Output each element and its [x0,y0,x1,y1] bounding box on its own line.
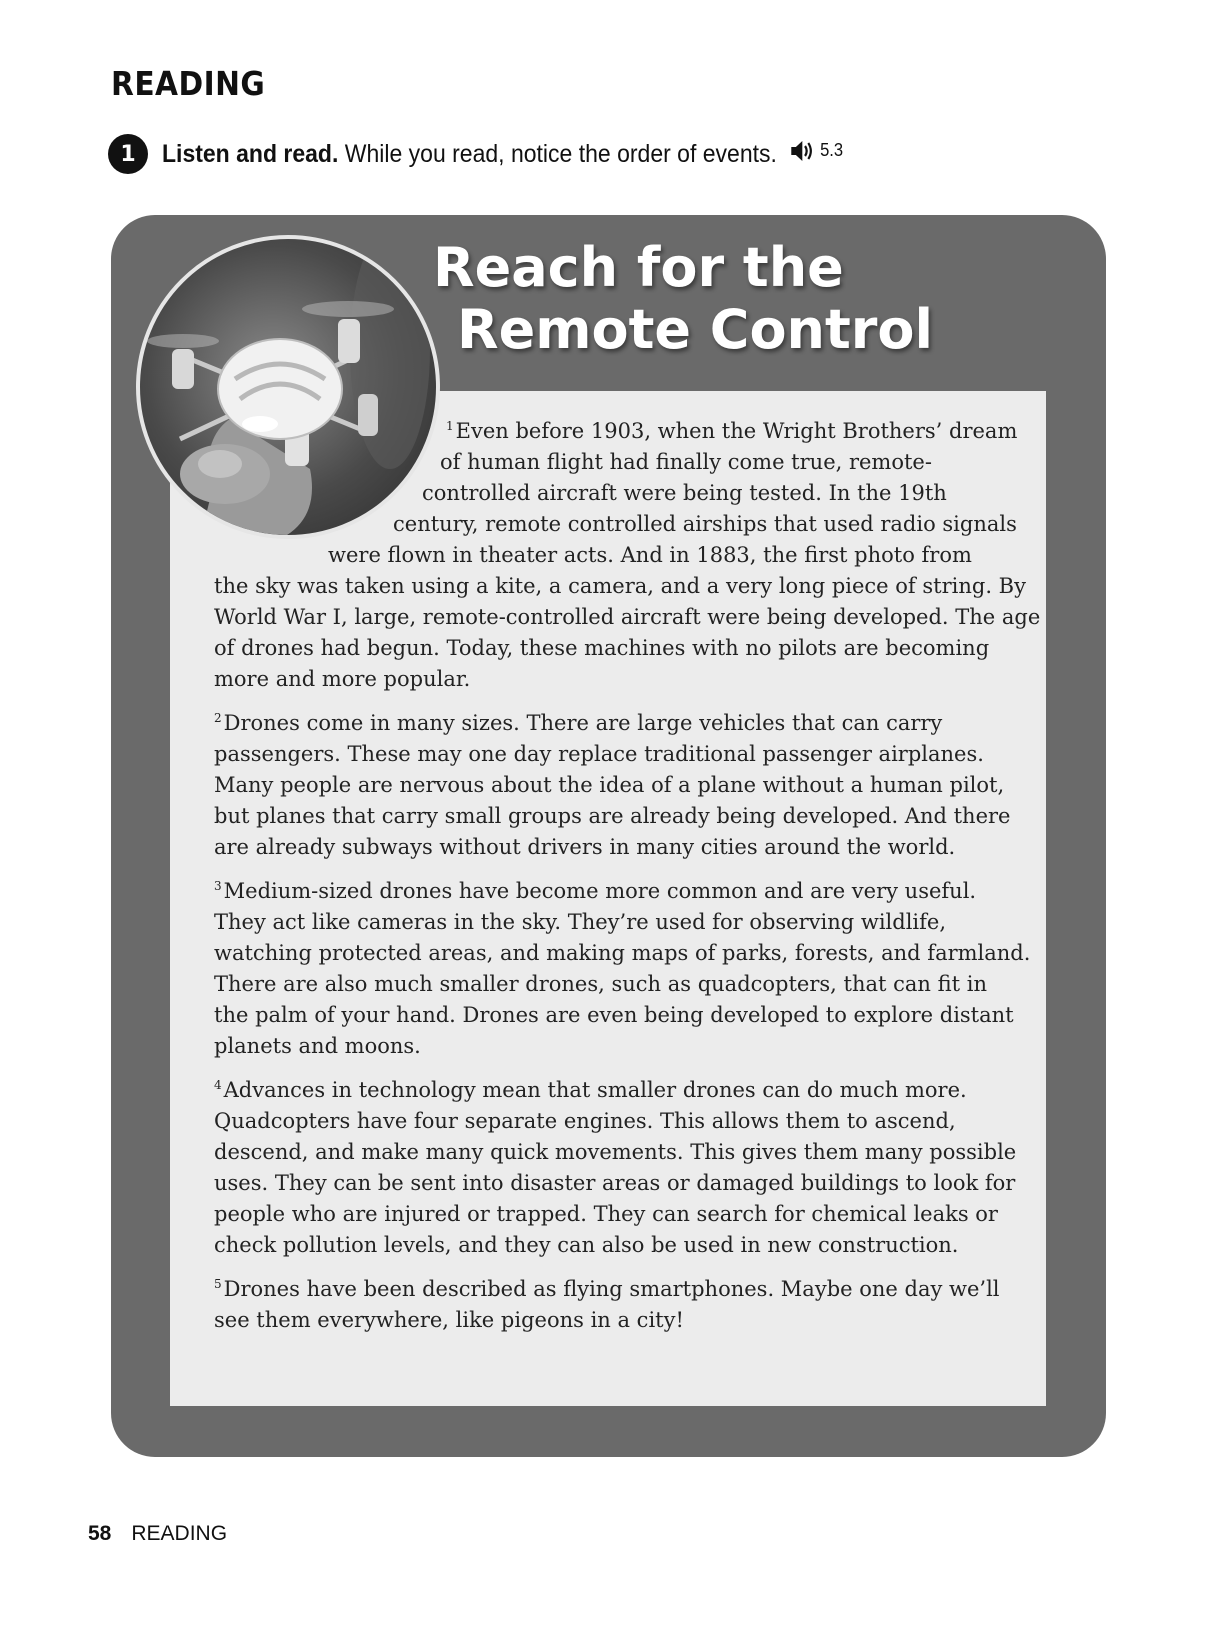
article-body [214,416,1041,1349]
audio-button[interactable] [791,140,843,162]
text-line: people who are injured or trapped. They can search for chemical leaks or [214,1202,998,1226]
step-number-badge: 1 [108,134,148,174]
paragraph-number: 4 [214,1078,222,1092]
text-line: Quadcopters have four separate engines. This allows them to ascend, [214,1109,956,1133]
text-line: planets and moons. [214,1034,421,1058]
footer-section-label: READING [131,1522,228,1545]
paragraph-2 [214,708,1014,863]
text-line: descend, and make many quick movements. This gives them many possible [214,1140,1017,1164]
text-line: see them everywhere, like pigeons in a city! [214,1308,684,1332]
instruction [108,136,902,172]
text-line: Drones come in many sizes. There are large vehicles that can carry [223,711,943,735]
page-number: 58 [88,1522,112,1545]
paragraph-1 [214,416,1041,695]
article-headline [433,237,933,361]
headline-line-2: Remote Control [457,298,934,361]
text-line: Medium-sized drones have become more common and are very useful. [223,879,977,903]
article-panel [111,215,1106,1457]
paragraph-number: 2 [214,711,222,725]
text-line: passengers. These may one day replace traditional passenger airplanes. [214,742,984,766]
paragraph-number: 3 [214,879,222,893]
paragraph-4 [214,1075,1017,1261]
speaker-icon [791,140,815,162]
paragraph-5 [214,1274,1014,1336]
text-line: Even before 1903, when the Wright Brothers’ dream [455,419,1018,443]
text-line: Drones have been described as flying smartphones. Maybe one day we’ll [223,1277,1000,1301]
text-line: check pollution levels, and they can also be used in new construction. [214,1233,959,1257]
text-line: uses. They can be sent into disaster areas or damaged buildings to look for [214,1171,1016,1195]
instruction-bold: Listen and read. [162,139,339,168]
text-line: but planes that carry small groups are already being developed. And there [214,804,1011,828]
text-line: of drones had begun. Today, these machines with no pilots are becoming [214,636,990,660]
text-line: There are also much smaller drones, such as quadcopters, that can fit in [214,972,987,996]
text-line: World War I, large, remote-controlled aircraft were being developed. The age [214,605,1041,629]
text-line: the sky was taken using a kite, a camera, and a very long piece of string. By [214,574,1026,598]
audio-track-number: 5.3 [820,140,844,160]
paragraph-3 [214,876,1031,1062]
instruction-body: While you read, notice the order of events. [338,139,777,168]
text-line: controlled aircraft were being tested. In the 19th [422,481,947,505]
text-line: more and more popular. [214,667,471,691]
section-title: READING [111,64,266,103]
text-line: watching protected areas, and making maps of parks, forests, and farmland. [214,941,1031,965]
text-line: were flown in theater acts. And in 1883, the first photo from [328,543,972,567]
instruction-text [162,140,843,169]
text-line: Advances in technology mean that smaller drones can do much more. [223,1078,967,1102]
text-line: the palm of your hand. Drones are even being developed to explore distant [214,1003,1014,1027]
text-line: century, remote controlled airships that used radio signals [393,512,1017,536]
text-line: are already subways without drivers in many cities around the world. [214,835,956,859]
paragraph-number: 5 [214,1277,222,1291]
text-line: Many people are nervous about the idea of a plane without a human pilot, [214,773,1005,797]
paragraph-number: 1 [446,419,454,433]
text-line: They act like cameras in the sky. They’re used for observing wildlife, [214,910,947,934]
page-footer [88,1522,227,1546]
text-line: of human flight had finally come true, remote- [440,450,932,474]
headline-line-1: Reach for the [433,236,844,299]
